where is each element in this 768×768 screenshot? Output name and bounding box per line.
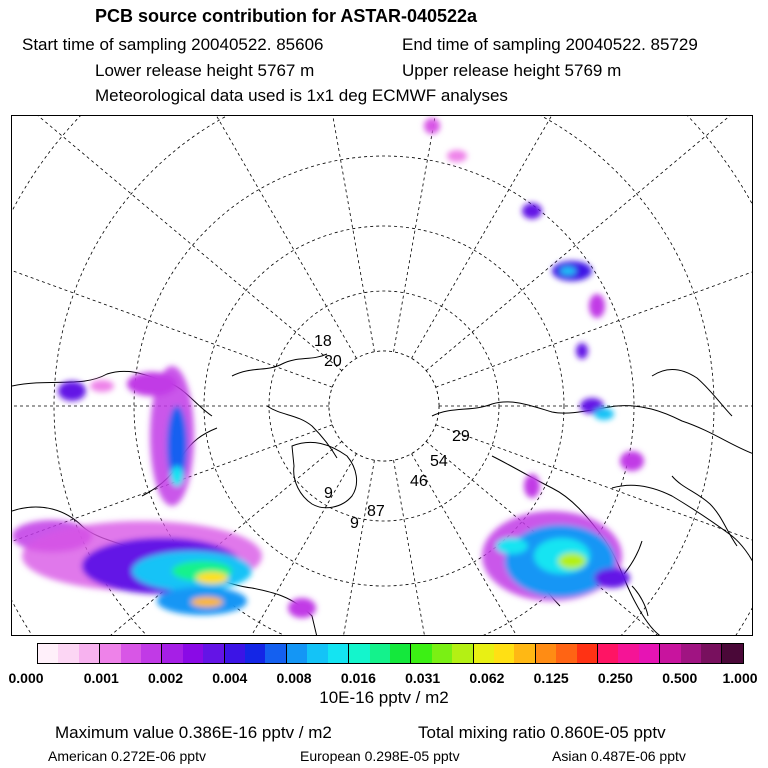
grid-label-4: 54 bbox=[430, 453, 448, 470]
color-scale-cell bbox=[390, 644, 411, 663]
color-scale-cell bbox=[58, 644, 78, 663]
upper-height-label: Upper release height 5769 m bbox=[402, 61, 622, 80]
meridian-line bbox=[12, 116, 332, 387]
color-scale-cell bbox=[183, 644, 203, 663]
color-scale-bar bbox=[37, 643, 744, 664]
color-scale-cell bbox=[598, 644, 618, 663]
color-scale-cell bbox=[162, 644, 182, 663]
color-scale-tick-label: 0.031 bbox=[405, 670, 441, 686]
end-time-label: End time of sampling 20040522. 85729 bbox=[402, 35, 698, 54]
color-scale-cell bbox=[618, 644, 638, 663]
color-scale-cell bbox=[452, 644, 473, 663]
color-scale-cell bbox=[722, 644, 742, 663]
meridian-line bbox=[12, 116, 342, 371]
color-scale-cell bbox=[225, 644, 245, 663]
grid-label-5: 46 bbox=[410, 473, 428, 490]
polar-map bbox=[11, 115, 753, 636]
color-scale-tick-label: 0.002 bbox=[148, 670, 184, 686]
color-scale-cell bbox=[141, 644, 162, 663]
color-scale-cell bbox=[432, 644, 452, 663]
color-scale-cell bbox=[203, 644, 224, 663]
color-scale-cell bbox=[79, 644, 100, 663]
meridian-line bbox=[394, 116, 541, 352]
color-scale-cell bbox=[245, 644, 265, 663]
color-scale-cell bbox=[411, 644, 431, 663]
color-scale-cell bbox=[494, 644, 514, 663]
meteo-data-label: Meteorological data used is 1x1 deg ECMWF analyses bbox=[95, 86, 508, 105]
grid-label-7: 87 bbox=[367, 503, 385, 520]
color-scale-tick-label: 0.008 bbox=[276, 670, 312, 686]
color-scale-cell bbox=[100, 644, 120, 663]
color-scale-cell bbox=[287, 644, 307, 663]
polar-map-svg bbox=[12, 116, 753, 636]
color-scale-cell bbox=[307, 644, 327, 663]
meridian-line bbox=[228, 116, 375, 352]
color-scale-tick-label: 0.016 bbox=[340, 670, 376, 686]
color-scale-tick-label: 0.001 bbox=[83, 670, 119, 686]
grid-label-3: 29 bbox=[452, 428, 470, 445]
european-contribution: European 0.298E-05 pptv bbox=[300, 748, 460, 764]
color-scale-cell bbox=[681, 644, 701, 663]
color-scale-cell bbox=[349, 644, 369, 663]
color-scale-cell bbox=[370, 644, 390, 663]
color-scale-cell bbox=[121, 644, 141, 663]
color-scale-tick-label: 0.250 bbox=[597, 670, 633, 686]
grid-label-2: 20 bbox=[324, 353, 342, 370]
total-mixing-label: Total mixing ratio 0.860E-05 pptv bbox=[418, 723, 666, 742]
grid-label-6: 9 bbox=[324, 485, 333, 502]
color-scale-cell bbox=[660, 644, 680, 663]
color-scale-tick-label: 0.004 bbox=[212, 670, 248, 686]
color-scale-cell bbox=[328, 644, 349, 663]
lower-height-label: Lower release height 5767 m bbox=[95, 61, 315, 80]
color-scale-cell bbox=[536, 644, 556, 663]
meridian-line bbox=[436, 116, 753, 387]
polar-cap bbox=[329, 351, 439, 461]
start-time-label: Start time of sampling 20040522. 85606 bbox=[22, 35, 324, 54]
map-title: PCB source contribution for ASTAR-040522a bbox=[95, 6, 478, 26]
asian-contribution: Asian 0.487E-06 pptv bbox=[552, 748, 686, 764]
color-scale-cell bbox=[265, 644, 286, 663]
color-scale-cell bbox=[701, 644, 722, 663]
american-contribution: American 0.272E-06 pptv bbox=[48, 748, 206, 764]
color-scale-cell bbox=[474, 644, 494, 663]
color-scale-tick-label: 0.000 bbox=[8, 670, 44, 686]
color-scale-cell bbox=[38, 644, 58, 663]
meridian-line bbox=[12, 116, 357, 358]
color-scale-cell bbox=[577, 644, 598, 663]
color-scale-cell bbox=[556, 644, 576, 663]
max-value-label: Maximum value 0.386E-16 pptv / m2 bbox=[55, 723, 332, 742]
color-scale-cell bbox=[639, 644, 660, 663]
color-scale-tick-label: 0.125 bbox=[533, 670, 569, 686]
color-scale-cell bbox=[514, 644, 535, 663]
meridian-line bbox=[426, 116, 753, 371]
unit-label: 10E-16 pptv / m2 bbox=[319, 688, 449, 707]
grid-label-1: 18 bbox=[314, 333, 332, 350]
color-scale-tick-label: 0.500 bbox=[662, 670, 698, 686]
color-scale-tick-label: 1.000 bbox=[722, 670, 758, 686]
color-scale-tick-label: 0.062 bbox=[469, 670, 505, 686]
grid-label-8: 9 bbox=[350, 515, 359, 532]
